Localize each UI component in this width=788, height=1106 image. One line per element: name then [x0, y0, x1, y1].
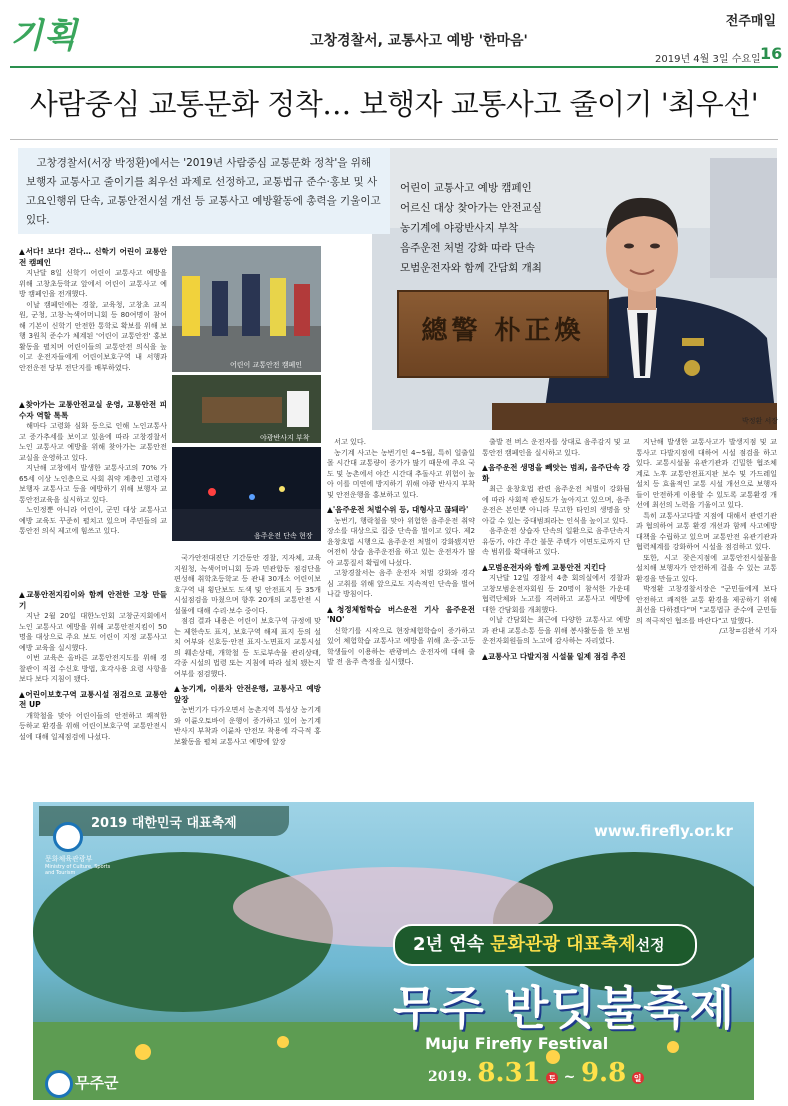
festival-title-en: Muju Firefly Festival [425, 1034, 609, 1053]
campaign-illustration [172, 246, 321, 372]
section-tag: 기획 [10, 16, 78, 56]
campaign-photo [172, 246, 321, 372]
paragraph: 최근 윤창호법 관련 음주운전 처벌이 강화됨에 따라 사회적 관심도가 높아지고 있으며, 음주운전은 본인뿐 아니라 무고한 타인의 생명을 앗아갈 수 있는 중대범죄라는 인식을 높이고 있다. [482, 484, 630, 525]
paragraph: 또한, 시고 잦은지점에 교통안전시설물을 설치해 보행자가 안전하게 걸을 수 있는 교통 환경을 만들고 있다. [636, 552, 777, 583]
nameplate [397, 290, 609, 378]
reflector-photo [172, 375, 321, 443]
paragraph: 점검 결과 내용은 어린이 보호구역 규정에 맞는 제한속도 표지, 보호구역 해제 표지 등의 설치 여부와 신호등·안전 표지·노면표지 교통시설의 훼손상태, 개학철 등 도로부속물 관리상태, 각종 시설의 법령 또는 지침에 따라 설치 됐는지 여부를 점검했다. [174, 616, 321, 678]
dui-check-photo [172, 447, 321, 541]
nameplate-text: 總警 朴正煥 [421, 316, 585, 346]
award-main: 문화관광 대표축제 [490, 934, 636, 955]
festival-url: www.firefly.or.kr [594, 822, 733, 840]
festival-dates [428, 1058, 644, 1088]
article-column-7 [636, 437, 777, 637]
paragraph: 박정환 고창경찰서장은 "군민들에게 보다 안전하고 쾌적한 교통 환경을 제공하기 위해 최선을 다하겠다"며 "교통법규 준수에 군민들의 적극적인 협조를 바란다"고 말했다. [636, 584, 777, 625]
subheading: ▲교통안전지킴이와 함께 안전한 고창 만들기 [19, 590, 167, 610]
day-start: 토 [548, 1073, 557, 1083]
subheading: ▲'음주운전 처벌수위 등, 대형사고 끊돼라' [327, 505, 469, 514]
article-column-2 [19, 400, 167, 537]
paragraph: 특히 교통사고다발 지점에 대해서 관련기관과 협의하여 교통 환경 개선과 함께 사고예방대책을 수립하고 있으며 교통안전 유관기관과 협력체계를 강화하여 시설을 점검하고 있다. [636, 510, 777, 551]
paragraph: 출발 전 버스 운전자를 상대로 음주감지 및 교통안전 캠페인을 실시하고 있다. [482, 437, 630, 457]
date-separator: ~ [563, 1069, 576, 1085]
headline: 사람중심 교통문화 정착… 보행자 교통사고 줄이기 '최우선' [29, 87, 759, 121]
paragraph: 이번 교육은 올바른 교통안전지도를 위해 경찰관이 직접 수신호 방법, 호각사용 요령 사항을 보다 보다 지침이 됐다. [19, 653, 167, 683]
article-column-1 [19, 247, 167, 373]
bullet-item: 농기계에 야광반사지 부착 [400, 222, 519, 234]
ministry-name-en: Ministry of Culture, Sports and Tourism [45, 864, 111, 876]
date-end: 9.8 [580, 1058, 627, 1088]
paragraph: 농번기, 행락철을 맞아 위험한 음주운전 취약 장소를 대상으로 집중 단속을 벌이고 있다. 제2윤창호법 시행으로 음주운전 처벌이 강화됐지만 여전히 상습 음주운전을 하고 있는 운전자가 많아 교통질서 확립에 나섰다. [327, 515, 475, 567]
bullet-item: 어르신 대상 찾아가는 안전교실 [400, 202, 542, 214]
paragraph: 이날 간담회는 최근에 다양한 교통사고 예방과 관내 교통소통 등을 위해 봉사활동을 한 모범운전자회원들의 노고에 감사하는 자리였다. [482, 615, 630, 645]
festival-label: 2019 대한민국 대표축제 [91, 816, 237, 831]
summary-bullets [400, 178, 542, 278]
article-column-3 [19, 590, 167, 742]
page-date: 2019년 4월 3일 수요일 [655, 54, 761, 65]
paragraph: 고창경찰서는 음주 운전자 처벌 강화와 경각심 고취를 위해 앞으로도 지속적인 단속을 벌여 나갈 방침이다. [327, 568, 475, 598]
paragraph: 노인정뿐 아니라 어린이, 군민 대상 교통사고 예방 교육도 꾸준히 펼치고 있으며 주민들의 교통안전 의식 제고에 힘쓰고 있다. [19, 505, 167, 535]
date-year: 2019. [428, 1069, 472, 1085]
subheading: ▲음주운전 생명을 빼앗는 범죄, 음주단속 강화 [482, 463, 630, 483]
paragraph: 농번기가 다가오면서 농촌지역 특성상 농기계와 이륜오토바이 운행이 증가하고 있어 농기계 반사지 부착과 이륜차 안전모 착용에 각극적 홍보활동을 펼쳐 교통사고 예방에 앞장 [174, 705, 321, 746]
lead-paragraph: 고창경찰서(서장 박정환)에서는 '2019년 사람중심 교통문화 정착'을 위해 보행자 교통사고 줄이기를 최우선 과제로 선정하고, 교통법규 준수·홍보 및 사고요인행위 단속, 교통안전시설 개선 등 교통사고 예방활동에 총력을 기울이고 있다. [26, 157, 381, 226]
award-prefix: 2년 연속 [413, 934, 484, 955]
paragraph: 국가안전대진단 기간동안 경찰, 지자체, 교육지원청, 녹색어머니회 등과 민관합동 점검단을 편성해 취학초등학교 등 관내 30개소 어린이보호구역 내 횡단보도 도색 및 안전표지 등 35개 시설점검을 마쳤으며 향후 20개의 교통안전 시설물에 대해 수리·보수 중이다. [174, 553, 321, 615]
dui-illustration [172, 447, 321, 541]
photo-caption: 어린이 교통안전 캠페인 [230, 361, 303, 369]
paragraph: 지난해 고창에서 발생한 교통사고의 70% 가 65세 이상 노인층으로 사회 취약 계층인 고령자 보행자 교통사고 등을 예방하기 위해 보행자 교통안전교육을 실시하고 있다. [19, 463, 167, 504]
subheading: ▲어린이보호구역 교통시설 점검으로 교통안전 UP [19, 689, 167, 709]
subheading: ▲모범운전자와 함께 교통안전 지킨다 [482, 562, 606, 572]
subheading: ▲서다! 보다! 걷다… 신학기 어린이 교통안전 캠페인 [19, 247, 167, 267]
county-name: 무주군 [75, 1074, 119, 1092]
paragraph: 음주운전 상습자 단속의 일환으로 음주단속지 유동가, 야간 주간 불문 주택가 이면도로까지 단속 범위를 확대하고 있다. [482, 526, 630, 556]
paragraph: 이날 캠페인에는 경찰, 교육청, 고창초 교직원, 군청, 고창·녹색어머니회 등 80여명이 참여해 기본이 신학기 안전한 통학로 확보를 위해 보행 3원칙 준수가 체계된 '어린이 교통안전' 홍보활동을 펼치며 어린이들의 교통안전 의식을 높이고 운전자들에게 어린이보호구역 내 서행과 안전운전 당부 전단지를 배부하였다. [19, 299, 167, 372]
article-column-6 [482, 437, 630, 662]
portrait-caption: 박정환 서장 [742, 417, 779, 425]
ministry-emblem-icon [53, 822, 83, 852]
subheading: ▲청정체험학습 버스운전 기사 음주운전 'NO' [327, 604, 475, 624]
subheading: ▲교통사고 다발지점 시설물 일제 점검 추진 [482, 651, 626, 661]
paragraph: 지난해 발생한 교통사고가 발생지점 및 교통사고 다발지점에 대하여 시설 점검을 하고 있다. 교통시설물 유관기관과 긴밀한 협조체계로 노후 교통안전표지판 보수 및 가드레일 설치 등 효율적인 교통 시설 개선으로 보행자들이 안전하게 이용할 수 있도록 교통환경 개선에 최선의 노력을 기울이고 있다. [636, 437, 777, 509]
subheading: ▲농기계, 이륜차 안전운행, 교통사고 예방 앞장 [174, 684, 321, 704]
series-title: 고창경찰서, 교통사고 예방 '한마음' [310, 33, 528, 49]
bullet-item: 모범운전자와 함께 간담회 개최 [400, 262, 542, 274]
paragraph: 농기계 사고는 농번기인 4~5월, 특히 일출일몰 시간대 교통량이 증가가 많기 때문에 주요 국도 및 농촌에서 야간 시간대 추돌사고 위험이 높아 이를 미연에 방지하기 위해 야광 반사지 부착 및 안전운행을 홍보하고 있다. [327, 447, 475, 499]
page-number: 16 [760, 44, 783, 63]
date-start: 8.31 [477, 1058, 541, 1088]
paragraph: 해마다 고령화 심화 등으로 인해 노인교통사고 증가추세를 보이고 있음에 따라 고창경찰서 노인 교통사고 예방을 위해 찾아가는 교통안전교실을 운영하고 있다. [19, 421, 167, 462]
paragraph: 지난달 8일 신학기 어린이 교통사고 예방을 위해 고창초등학교 앞에서 어린이 교통사고 예방 캠페인을 전개했다. [19, 268, 167, 298]
paragraph: 서고 있다. [334, 437, 367, 446]
award-banner-text [413, 930, 665, 956]
byline: /고창=김완식 기자 [719, 627, 777, 635]
ministry-name: 문화체육관광부 [45, 855, 93, 863]
paper-name: 전주매일 [725, 14, 776, 29]
paragraph: 지난 2월 20일 대한노인회 고창군지회에서 노인 교통사고 예방을 위해 교통안전지킴이 50명을 대상으로 주요 보도 어린이 지정 교통사고예방 교육을 실시했다. [19, 611, 167, 652]
photo-caption: 음주운전 단속 현장 [254, 532, 313, 540]
festival-title: 무주 반딧불축제 [393, 981, 737, 1035]
bullet-item: 어린이 교통사고 예방 캠페인 [400, 182, 532, 194]
paragraph: 신학기를 시작으로 현장체험학습이 증가하고 있어 체험학습 교통사고 예방을 위해 초·중·고등학생들이 이용하는 관광버스 운전자에 대해 출발 전 음주 측정을 실시했다. [327, 625, 475, 666]
day-end: 일 [633, 1073, 642, 1083]
bullet-item: 음주운전 처벌 강화 따라 단속 [400, 242, 536, 254]
headline-divider [10, 139, 778, 140]
article-column-5 [327, 437, 475, 668]
paragraph: 개학철을 맞아 어린이들의 안전하고 쾌적한 등하교 환경을 위해 어린이보호구역 교통안전시설에 대해 일제점검에 나섰다. [19, 710, 167, 741]
award-suffix: 선정 [635, 936, 665, 954]
subheading: ▲찾아가는 교통안전교실 운영, 교통안전 피수자 역할 톡톡 [19, 400, 167, 420]
festival-advertisement [33, 802, 754, 1100]
header-divider [10, 66, 778, 68]
photo-caption: 야광반사지 부착 [260, 434, 310, 442]
article-column-4 [174, 553, 321, 747]
county-logo-icon [45, 1070, 73, 1098]
paragraph: 지난달 12일 경찰서 4층 회의실에서 경찰과 고창모범운전자회원 등 20명이 참석한 가운데 협력단체와 노고를 격려하고 교통사고 예방에 대한 간담회를 개최했다. [482, 573, 630, 614]
